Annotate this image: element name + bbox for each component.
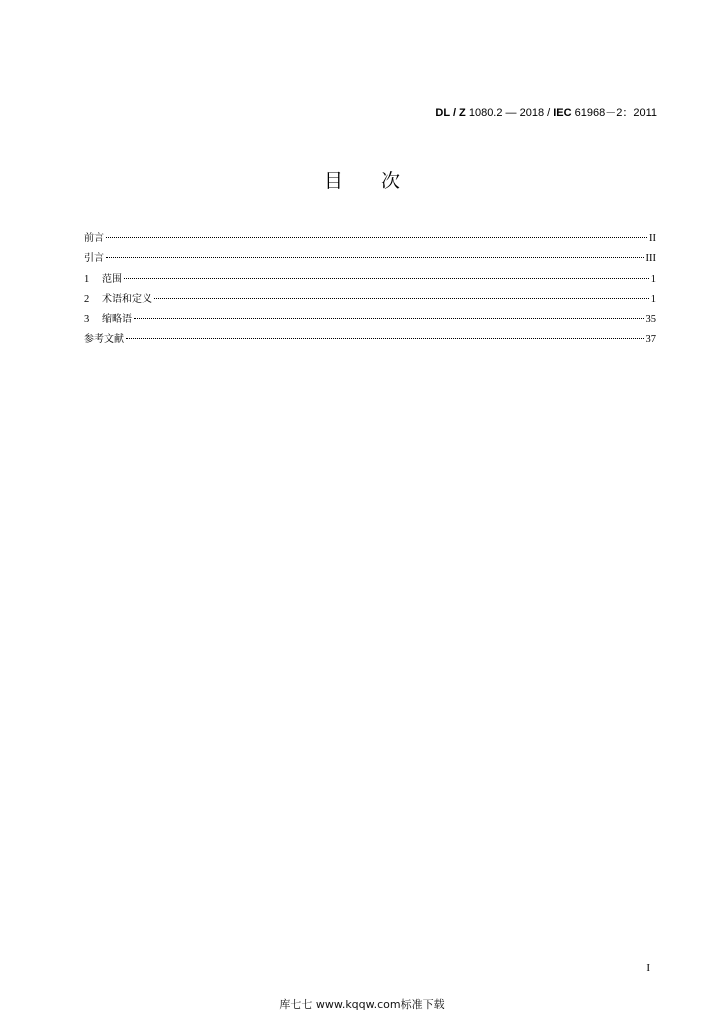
toc-entry-label: 缩略语	[102, 314, 132, 326]
toc-entry-page: 1	[650, 273, 656, 285]
toc-leader-dots	[126, 338, 644, 339]
iec-number: 61968－2：2011	[571, 107, 657, 119]
toc-entry-number: 1	[84, 273, 90, 285]
toc-leader-dots	[106, 257, 644, 258]
title-char-1: 目	[323, 170, 343, 192]
watermark-text: 库七七 www.kqqw.com标准下载	[279, 998, 445, 1011]
toc-entry-number: 2	[84, 293, 90, 305]
toc-entry-page: 35	[645, 314, 656, 326]
toc-entry-label: 前言	[84, 233, 104, 244]
toc-leader-dots	[134, 318, 644, 319]
toc-entry-label: 引言	[84, 253, 104, 265]
toc-entry-label: 术语和定义	[102, 293, 152, 305]
standard-number: 1080.2 — 2018 /	[465, 107, 554, 119]
standard-prefix: DL / Z	[435, 107, 466, 119]
toc-entry-page: II	[649, 233, 656, 244]
toc-entry[interactable]	[84, 229, 656, 249]
page-number: I	[646, 962, 650, 974]
toc-entry[interactable]	[84, 249, 656, 269]
standard-header	[435, 104, 657, 120]
table-of-contents	[84, 229, 656, 351]
title-char-2: 次	[381, 170, 401, 192]
toc-entry-page: III	[645, 253, 656, 265]
iec-prefix: IEC	[553, 107, 572, 119]
toc-leader-dots	[124, 278, 649, 279]
toc-entry-label: 范围	[102, 273, 122, 285]
toc-entry[interactable]	[84, 290, 656, 310]
page-title	[0, 166, 724, 193]
toc-leader-dots	[154, 298, 649, 299]
toc-entry[interactable]	[84, 270, 656, 290]
toc-entry-number: 3	[84, 314, 90, 326]
toc-entry[interactable]	[84, 330, 656, 350]
toc-leader-dots	[106, 237, 647, 238]
toc-entry-page: 1	[650, 293, 656, 305]
toc-entry-page: 37	[645, 334, 656, 346]
toc-entry-label: 参考文献	[84, 334, 124, 346]
toc-entry[interactable]	[84, 310, 656, 330]
